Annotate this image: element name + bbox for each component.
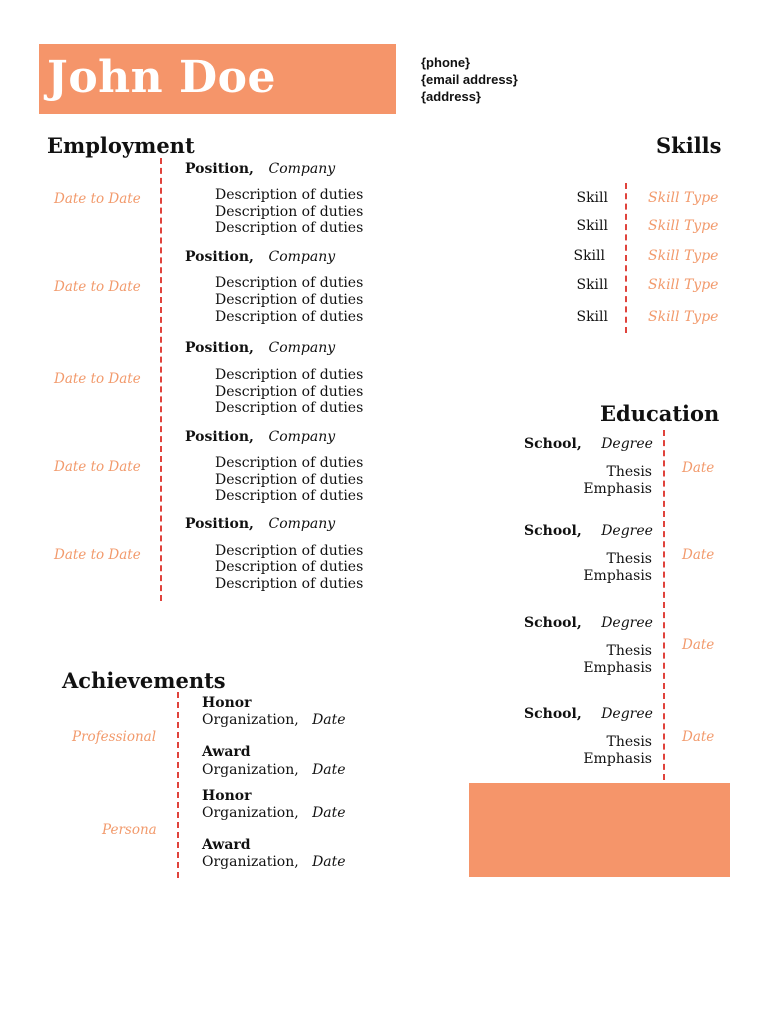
company-name: Company [268,340,336,356]
achievement-org: Organization, Date [202,805,346,821]
company-name: Company [268,516,336,532]
skill-type: Skill Type [648,190,719,206]
emphasis-label: Emphasis [583,660,652,676]
employment-date: Date to Date [54,191,141,207]
employment-date: Date to Date [54,459,141,475]
duty-item: Description of duties [215,559,364,575]
degree: Degree [601,615,653,631]
school-name: School, Degree [524,706,653,722]
skill-name: Skill [576,309,608,325]
duty-item: Description of duties [215,309,364,325]
position-title: Position, Company [185,161,336,177]
candidate-name: John Doe [47,52,276,103]
achievement-date: Date [312,805,346,821]
school-name: School, Degree [524,523,653,539]
achievements-heading: Achievements [62,668,226,693]
duty-item: Description of duties [215,220,364,236]
employment-divider [160,158,162,601]
education-heading: Education [600,401,720,426]
contact-address: {address} [421,89,481,104]
achievement-org: Organization, Date [202,854,346,870]
position-title: Position, Company [185,429,336,445]
achievement-date: Date [312,854,346,870]
employment-heading: Employment [47,133,195,158]
duty-item: Description of duties [215,455,364,471]
achievement-category: Professional [72,729,157,745]
employment-date: Date to Date [54,547,141,563]
duty-item: Description of duties [215,472,364,488]
employment-date: Date to Date [54,371,141,387]
thesis-label: Thesis [606,643,652,659]
thesis-label: Thesis [606,734,652,750]
achievement-org: Organization, Date [202,762,346,778]
school-name: School, Degree [524,436,653,452]
duty-item: Description of duties [215,543,364,559]
achievement-date: Date [312,712,346,728]
skill-name: Skill [576,190,608,206]
emphasis-label: Emphasis [583,568,652,584]
skill-name: Skill [576,277,608,293]
company-name: Company [268,161,336,177]
employment-date: Date to Date [54,279,141,295]
emphasis-label: Emphasis [583,481,652,497]
contact-email: {email address} [421,72,518,87]
education-date: Date [682,547,715,563]
skill-type: Skill Type [648,218,719,234]
skill-type: Skill Type [648,309,719,325]
skills-heading: Skills [656,133,722,158]
achievement-date: Date [312,762,346,778]
position-title: Position, Company [185,249,336,265]
education-divider [663,430,665,780]
achievements-divider [177,692,179,878]
duty-item: Description of duties [215,488,364,504]
duty-item: Description of duties [215,187,364,203]
skill-name: Skill [576,218,608,234]
duty-item: Description of duties [215,367,364,383]
education-date: Date [682,460,715,476]
decorative-accent-block [469,783,730,877]
duty-item: Description of duties [215,204,364,220]
thesis-label: Thesis [606,551,652,567]
achievement-title: Honor [202,788,252,804]
contact-phone: {phone} [421,55,471,70]
company-name: Company [268,249,336,265]
position-title: Position, Company [185,340,336,356]
achievement-title: Honor [202,695,252,711]
thesis-label: Thesis [606,464,652,480]
skill-type: Skill Type [648,277,719,293]
achievement-title: Award [202,837,251,853]
school-name: School, Degree [524,615,653,631]
achievement-title: Award [202,744,251,760]
duty-item: Description of duties [215,275,364,291]
duty-item: Description of duties [215,400,364,416]
duty-item: Description of duties [215,292,364,308]
position-title: Position, Company [185,516,336,532]
company-name: Company [268,429,336,445]
education-date: Date [682,637,715,653]
degree: Degree [601,523,653,539]
education-date: Date [682,729,715,745]
achievement-org: Organization, Date [202,712,346,728]
skill-name: Skill [573,248,605,264]
skills-divider [625,183,627,333]
duty-item: Description of duties [215,384,364,400]
degree: Degree [601,706,653,722]
skill-type: Skill Type [648,248,719,264]
duty-item: Description of duties [215,576,364,592]
emphasis-label: Emphasis [583,751,652,767]
degree: Degree [601,436,653,452]
achievement-category: Persona [102,822,157,838]
